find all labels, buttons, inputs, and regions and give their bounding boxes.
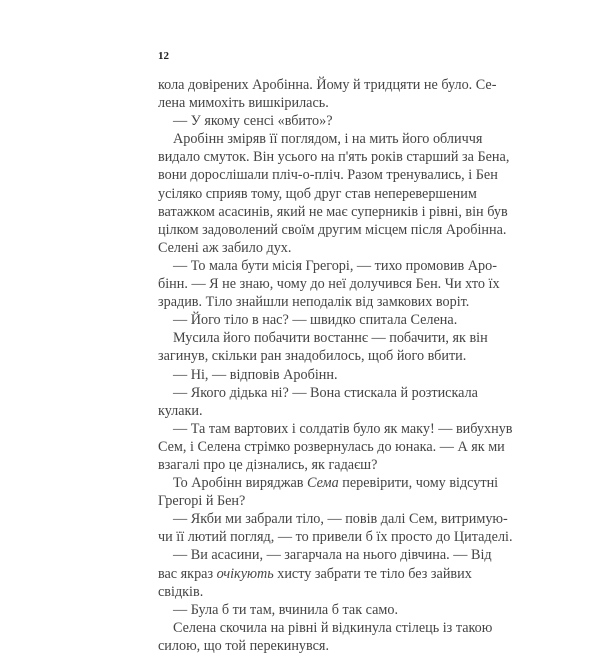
text-line: Селена скочила на рівні й відкинула стілець із такою [173,619,493,636]
text-line: вони дорослішали пліч-о-пліч. Разом тренувались, і Бен [158,167,498,184]
text-line: — Була б ти там, вчинила б так само. [173,601,399,618]
text-line: вас якраз очікують хисту забрати те тіло без зайвих [158,565,472,582]
text-line: — Якби ми забрали тіло, — повів далі Сем, витримую- [173,511,508,528]
text-line: ватажком асасинів, який не має суперників і рівні, він був [158,203,508,220]
text-line: чи її лютий погляд, — то привели б їх просто до Цитаделі. [158,529,513,546]
body-text [158,76,513,655]
text-line: — У якому сенсі «вбито»? [173,113,333,130]
text-line: Сем, і Селена стрімко розвернулась до юнака. — А як ми [158,438,505,455]
text-line: Мусила його побачити востаннє — побачити, як він [173,330,488,347]
text-line: — Та там вартових і солдатів було як маку! — вибухнув [173,420,513,437]
text-line: То Аробінн виряджав Сема перевірити, чому відсутні [173,475,499,492]
text-line: кулаки. [158,402,203,419]
text-line: кола довірених Аробінна. Йому й тридцяти не було. Се- [158,77,497,93]
text-line: Грегорі й Бен? [158,493,246,510]
page-number: 12 [158,50,169,62]
text-line: — То мала бути місія Грегорі, — тихо промовив Аро- [173,257,497,274]
text-line: — Якого дідька ні? — Вона стискала й розтискала [173,384,478,401]
text-line: видало смуток. Він усього на п'ять років старший за Бена, [158,149,510,166]
text-line: Аробінн зміряв її поглядом, і на мить його обличчя [173,131,483,148]
text-line: силою, що той перекинувся. [158,637,330,654]
text-line: цілком задоволений своїм другим місцем після Аробінна. [158,221,507,238]
text-line: — Його тіло в нас? — швидко спитала Селена. [173,312,458,329]
text-line: усіляко сприяв тому, щоб друг став неперевершеним [158,185,477,202]
text-line: Селені аж забило дух. [158,239,292,256]
text-line: лена мимохіть вишкірилась. [158,95,329,112]
text-line: взагалі про це дізнались, як гадаєш? [158,456,378,473]
text-line: свідків. [158,583,204,600]
emphasis: очікують [216,565,274,582]
text-line: — Ні, — відповів Аробінн. [173,366,338,383]
emphasis: Сема [307,475,339,492]
text-line: зрадив. Тіло знайшли неподалік від замкових воріт. [158,294,470,311]
text-line: — Ви асасини, — загарчала на нього дівчина. — Від [173,547,492,564]
text-line: бінн. — Я не знаю, чому до неї долучився Бен. Чи хто їх [158,276,500,293]
text-line: загинув, скільки ран знадобилось, щоб його вбити. [158,348,467,365]
